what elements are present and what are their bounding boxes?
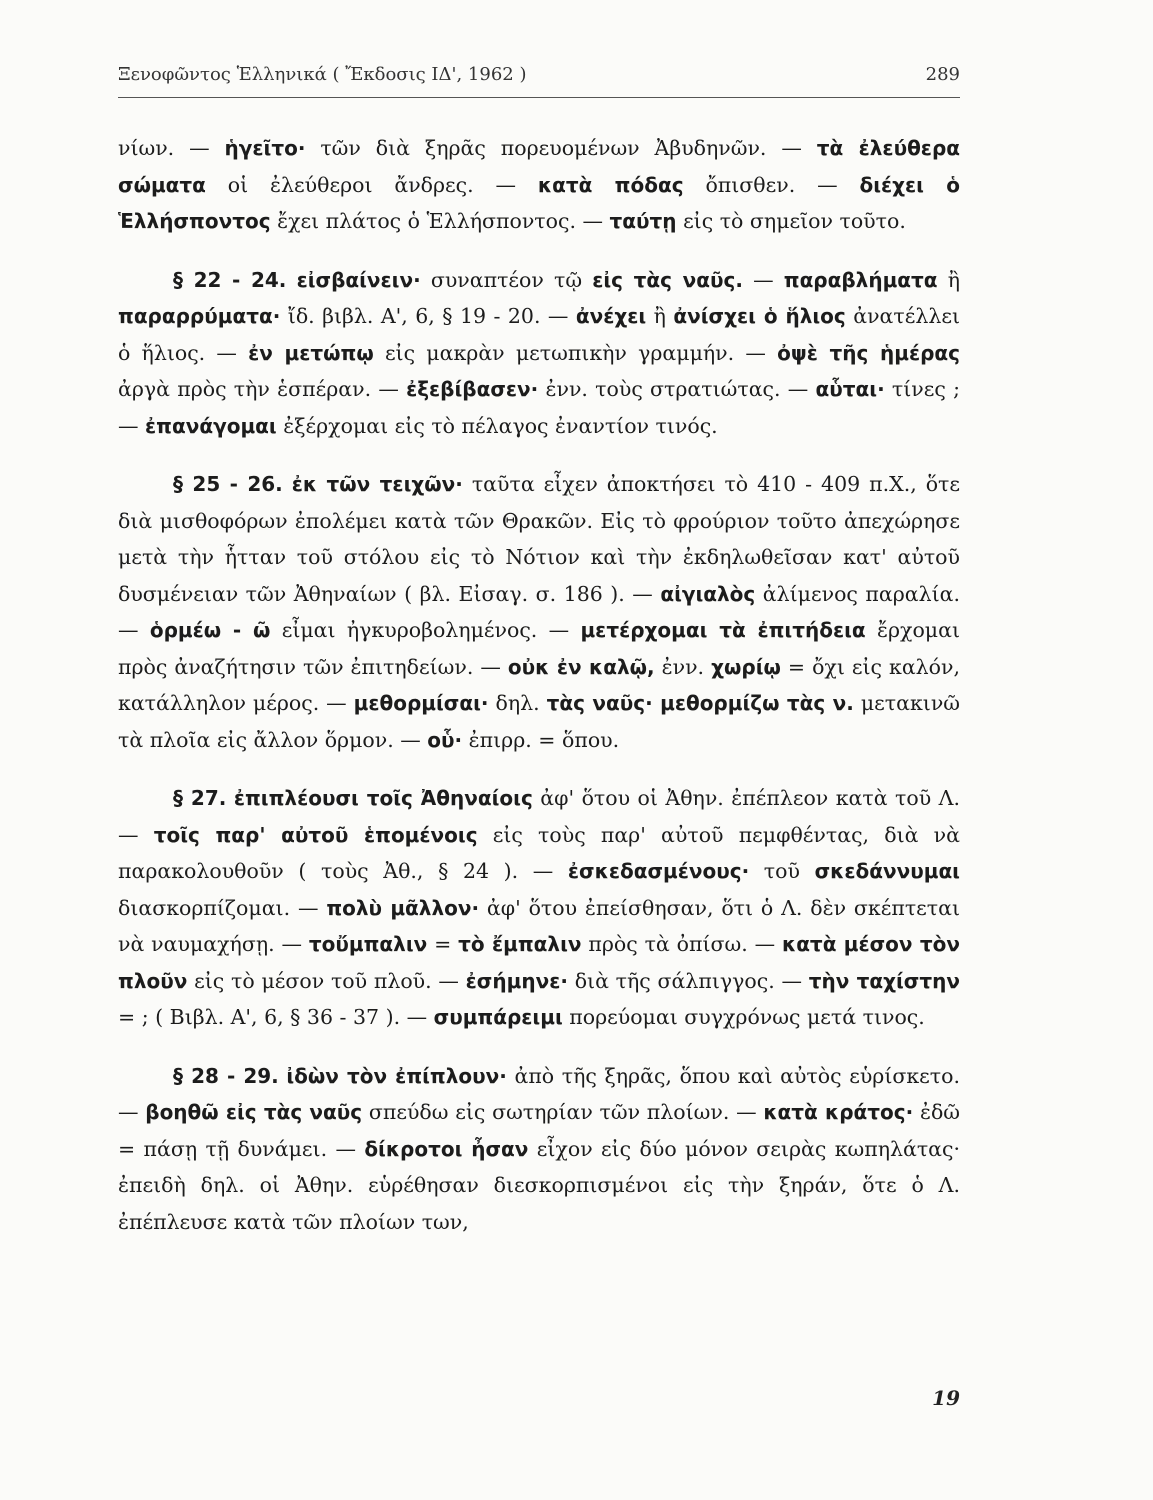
- commentary-paragraph: [118, 466, 960, 758]
- gloss-text: ἢ: [937, 267, 960, 292]
- gloss-text: ἀργὰ πρὸς τὴν ἑσπέραν. —: [118, 377, 407, 401]
- lemma-term: μετέρχομαι τὰ ἐπιτήδεια: [580, 618, 866, 642]
- gloss-text: νίων. —: [118, 136, 225, 160]
- lemma-term: ἐξεβίβασεν·: [406, 377, 539, 401]
- gloss-text: ἀφ' ὅτου ἐπείσθησαν, ὅτι ὁ Λ. δὲν σκέπτεται νὰ ναυμαχήσῃ. —: [118, 895, 960, 956]
- lemma-term: τὸ ἔμπαλιν: [458, 932, 582, 956]
- lemma-term: εἰς τὰς ναῦς.: [592, 267, 743, 292]
- gloss-text: = ὄχι εἰς καλόν, κατάλληλον μέρος. —: [118, 654, 960, 715]
- lemma-term: ἀνέχει: [575, 304, 647, 328]
- lemma-term: εἰσβαίνειν·: [296, 267, 421, 292]
- gloss-text: τοῦ: [749, 859, 815, 883]
- lemma-term: αὗται·: [815, 377, 885, 401]
- lemma-term: χωρίῳ: [711, 654, 781, 679]
- lemma-term: δίκροτοι ἦσαν: [364, 1136, 529, 1161]
- gloss-text: μετακινῶ τὰ πλοῖα εἰς ἄλλον ὅρμον. —: [118, 691, 960, 752]
- lemma-term: τοὔμπαλιν: [308, 932, 428, 956]
- gloss-text: ὄπισθεν. —: [683, 172, 860, 197]
- gloss-text: ἀνατέλλει ὁ ἥλιος. —: [118, 304, 960, 365]
- lemma-term: μεθορμίσαι·: [353, 691, 489, 715]
- gloss-text: εἶμαι ἠγκυροβολημένος. —: [270, 618, 581, 642]
- lemma-term: ἐσήμηνε·: [465, 968, 568, 993]
- gloss-text: ἐνν.: [654, 654, 712, 679]
- gloss-text: ἐδῶ = πάσῃ τῇ δυνάμει. —: [118, 1100, 961, 1161]
- lemma-term: ἐσκεδασμένους·: [567, 859, 750, 883]
- lemma-term: ἡγεῖτο·: [224, 136, 306, 160]
- gloss-text: εἰς τοὺς παρ' αὐτοῦ πεμφθέντας, διὰ νὰ παρακολουθοῦν ( τοὺς Ἀθ., § 24 ). —: [118, 822, 960, 883]
- lemma-term: βοηθῶ εἰς τὰς ναῦς: [145, 1100, 363, 1124]
- lemma-term: ὁρμέω - ῶ: [149, 618, 271, 642]
- gloss-text: εἰς τὸ μέσον τοῦ πλοῦ. —: [187, 968, 466, 993]
- lemma-term: συμπάρειμι: [433, 1005, 563, 1029]
- lemma-term: τοῖς παρ' αὐτοῦ ἑπομένοις: [153, 822, 478, 847]
- lemma-term: ἐπιπλέουσι τοῖς Ἀθηναίοις: [233, 786, 533, 810]
- gloss-text: διασκορπίζομαι. —: [118, 895, 327, 920]
- running-title: Ξενοφῶντος Ἑλληνικά ( Ἔκδοσις ΙΔ', 1962 ): [118, 64, 527, 85]
- gloss-text: =: [427, 932, 459, 956]
- commentary-paragraph: [118, 1058, 960, 1241]
- gloss-text: τῶν διὰ ξηρᾶς πορευομένων Ἀβυδηνῶν. —: [305, 136, 817, 160]
- gloss-text: δηλ.: [488, 691, 547, 715]
- gloss-text: = ; ( Βιβλ. Α', 6, § 36 - 37 ). —: [118, 1005, 434, 1029]
- lemma-term: ἀνίσχει ὁ ἥλιος: [673, 304, 846, 328]
- lemma-term: ἐν μετώπῳ: [248, 340, 374, 365]
- section-reference: § 28 - 29.: [173, 1063, 279, 1088]
- signature-mark: 19: [932, 1386, 960, 1410]
- gloss-text: ἔρχομαι πρὸς ἀναζήτησιν τῶν ἐπιτηδείων. —: [118, 618, 960, 679]
- gloss-text: διὰ τῆς σάλπιγγος. —: [567, 968, 809, 993]
- section-reference: § 25 - 26.: [173, 472, 283, 496]
- gloss-text: ἐνν. τοὺς στρατιώτας. —: [538, 377, 816, 401]
- gloss-text: ἐξέρχομαι εἰς τὸ πέλαγος ἐναντίον τινός.: [276, 413, 718, 438]
- gloss-text: —: [742, 267, 784, 292]
- lemma-term: ἐπανάγομαι: [145, 413, 277, 438]
- gloss-text: τίνες ; —: [118, 377, 960, 438]
- lemma-term: παραρρύματα·: [118, 304, 281, 328]
- lemma-term: σκεδάννυμαι: [814, 859, 960, 883]
- lemma-term: τὰ ἐλεύθερα σώματα: [118, 136, 961, 197]
- gloss-text: σπεύδω εἰς σωτηρίαν τῶν πλοίων. —: [362, 1100, 764, 1124]
- gloss-text: πρὸς τὰ ὀπίσω. —: [581, 932, 782, 956]
- lemma-term: κατὰ μέσον τὸν πλοῦν: [118, 932, 960, 993]
- commentary-paragraph: [118, 780, 960, 1036]
- lemma-term: ἰδὼν τὸν ἐπίπλουν·: [286, 1063, 507, 1088]
- gloss-text: ἐπιρρ. = ὅπου.: [462, 727, 620, 752]
- gloss-text: πορεύομαι συγχρόνως μετά τινος.: [562, 1005, 925, 1029]
- lemma-term: ἐκ τῶν τειχῶν·: [291, 472, 463, 496]
- commentary-body: [118, 130, 960, 1240]
- gloss-text: ταῦτα εἶχεν ἀποκτήσει τὸ 410 - 409 π.Χ., ὅτε διὰ μισθοφόρων ἐπολέμει κατὰ τῶν Θρακῶν. Εἰς τὸ φρούριον τοῦτο ἀπεχώρησε μετὰ τὴν ἧτταν τοῦ στόλου εἰς τὸ Νότιον καὶ τὴν ἐκδηλωθεῖσαν κατ' αὐτοῦ δυσμένειαν τῶν Ἀθηναίων ( βλ. Εἰσαγ. σ. 186 ). —: [118, 472, 961, 606]
- lemma-term: τὴν ταχίστην: [808, 968, 960, 993]
- gloss-text: εἰς τὸ σημεῖον τοῦτο.: [676, 209, 906, 233]
- lemma-term: ὀψὲ τῆς ἡμέρας: [777, 340, 960, 365]
- gloss-text: συναπτέον τῷ: [420, 267, 593, 292]
- commentary-paragraph: [118, 262, 960, 445]
- lemma-term: οὗ·: [427, 727, 463, 752]
- lemma-term: διέχει ὁ Ἑλλήσποντος: [118, 172, 961, 233]
- header-rule: [118, 97, 960, 98]
- gloss-text: εἰς μακρὰν μετωπικὴν γραμμήν. —: [373, 340, 778, 365]
- gloss-text: ἔχει πλάτος ὁ Ἑλλήσποντος. —: [270, 209, 610, 233]
- page-number: 289: [925, 64, 960, 85]
- gloss-text: εἶχον εἰς δύο μόνον σειρὰς κωπηλάτας· ἐπειδὴ δηλ. οἱ Ἀθην. εὑρέθησαν διεσκορπισμένοι εἰς τὴν ξηράν, ὅτε ὁ Λ. ἐπέπλευσε κατὰ τῶν πλοίων των,: [118, 1136, 960, 1234]
- commentary-paragraph: [118, 130, 960, 240]
- gloss-text: ἀπὸ τῆς ξηρᾶς, ὅπου καὶ αὐτὸς εὑρίσκετο. —: [118, 1063, 960, 1124]
- lemma-term: πολὺ μᾶλλον·: [326, 895, 480, 920]
- section-reference: § 22 - 24.: [173, 267, 287, 292]
- gloss-text: ἀφ' ὅτου οἱ Ἀθην. ἐπέπλεον κατὰ τοῦ Λ. —: [118, 786, 960, 847]
- gloss-text: ἢ: [646, 304, 674, 328]
- section-reference: § 27.: [173, 786, 227, 810]
- lemma-term: αἰγιαλὸς: [660, 581, 756, 606]
- lemma-term: κατὰ κράτος·: [763, 1100, 914, 1124]
- lemma-term: οὐκ ἐν καλῷ,: [507, 654, 655, 679]
- gloss-text: ἴδ. βιβλ. Α', 6, § 19 - 20. —: [280, 304, 576, 328]
- lemma-term: ταύτῃ: [609, 209, 677, 233]
- gloss-text: ἀλίμενος παραλία. —: [118, 581, 960, 642]
- lemma-term: τὰς ναῦς· μεθορμίζω τὰς ν.: [546, 691, 854, 715]
- lemma-term: παραβλήματα: [783, 267, 938, 292]
- gloss-text: οἱ ἐλεύθεροι ἄνδρες. —: [205, 172, 538, 197]
- lemma-term: κατὰ πόδας: [537, 172, 684, 197]
